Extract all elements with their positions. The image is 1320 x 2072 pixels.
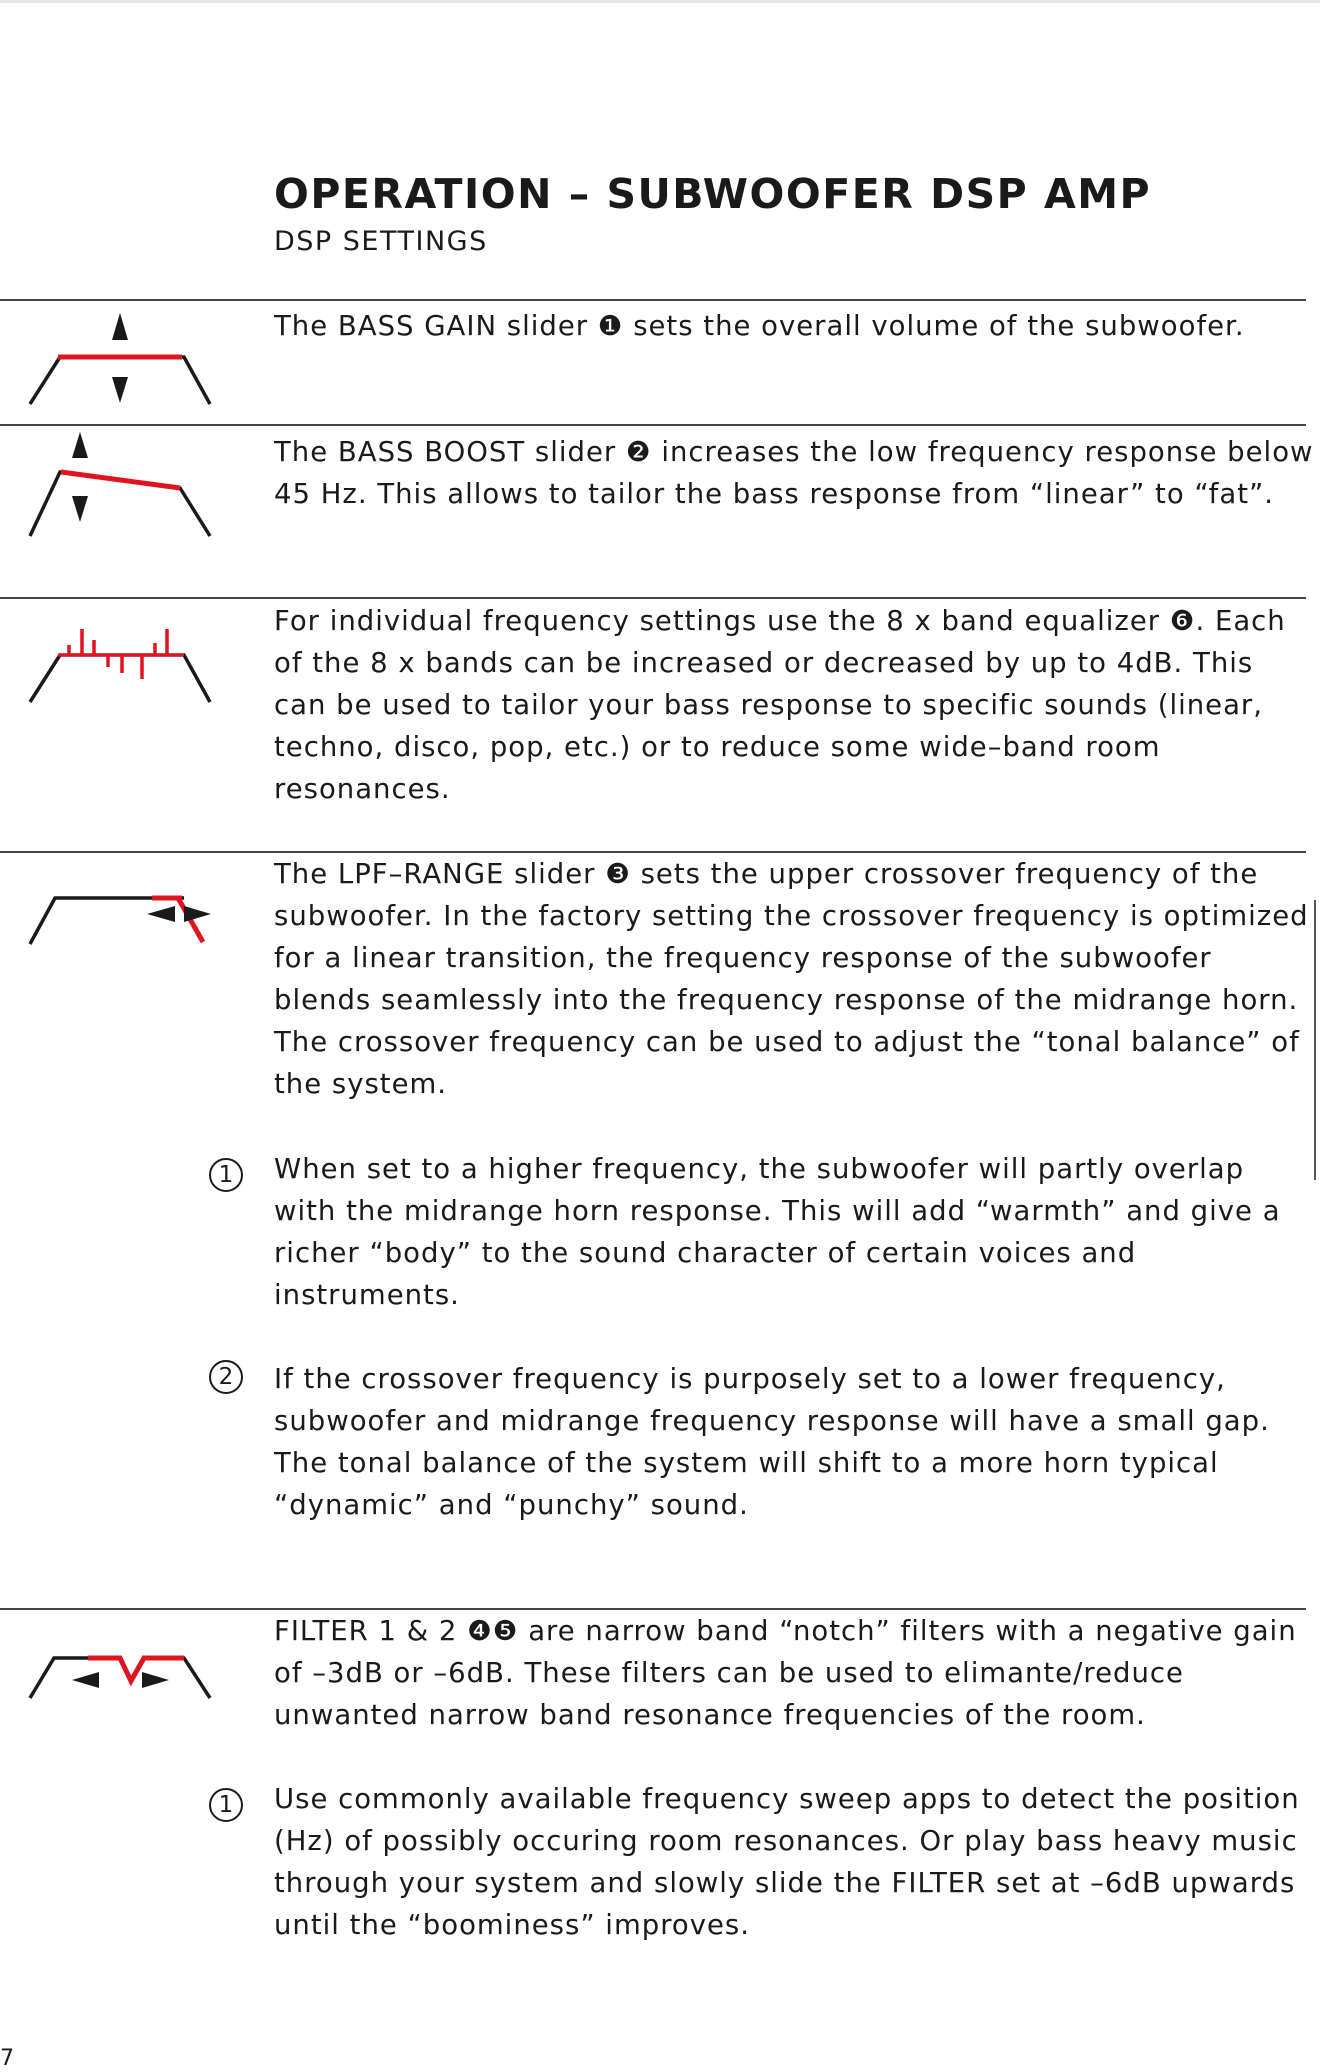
lpf-range-curve-icon: [24, 858, 224, 968]
page-title: OPERATION – SUBWOOFER DSP AMP: [274, 170, 1152, 218]
notch-filter-curve-icon: [24, 1620, 224, 1730]
section-divider: [0, 299, 1306, 301]
filter-note-sweep-apps: Use commonly available frequency sweep apps to detect the position (Hz) of possibly occuring room resonances. Or play bass heavy music through your system and slowly slide the FILTER set at –6dB upwards until the “boominess” improves.: [274, 1783, 1300, 1941]
equalizer-description: For individual frequency settings use the 8 x band equalizer ❻. Each of the 8 x bands can be increased or decreased by up to 4dB. This can be used to tailor your bass response to specific sounds (linear, techno, disco, pop, etc.) or to reduce some wide–band room resonances.: [274, 605, 1286, 805]
note-number-badge: 1: [209, 1158, 243, 1192]
page-subtitle: DSP SETTINGS: [274, 226, 488, 257]
section-divider: [0, 597, 1306, 599]
bass-gain-curve-icon: [24, 305, 224, 415]
lpf-range-description: The LPF–RANGE slider ❸ sets the upper crossover frequency of the subwoofer. In the factory setting the crossover frequency is optimized for a linear transition, the frequency response of the subwoofer blends seamlessly into the frequency response of the midrange horn. The crossover frequency can be used to adjust the “tonal balance” of the system.: [274, 858, 1309, 1100]
section-divider: [0, 424, 1306, 426]
top-border: [0, 0, 1320, 3]
bass-boost-curve-icon: [24, 430, 224, 540]
bass-boost-description: The BASS BOOST slider ❷ increases the low frequency response below 45 Hz. This allows to tailor the bass response from “linear” to “fat”.: [274, 436, 1314, 510]
filter-description: FILTER 1 & 2 ❹❺ are narrow band “notch” filters with a negative gain of –3dB or –6dB. These filters can be used to elimante/reduce unwanted narrow band resonance frequencies of the room.: [274, 1615, 1297, 1731]
side-margin-bar: [1314, 900, 1316, 1180]
bass-gain-description: The BASS GAIN slider ❶ sets the overall volume of the subwoofer.: [274, 310, 1245, 342]
page-number: 7: [0, 2046, 14, 2071]
note-number-badge: 2: [209, 1360, 243, 1394]
equalizer-curve-icon: [24, 605, 224, 715]
lpf-note-lower-frequency: If the crossover frequency is purposely set to a lower frequency, subwoofer and midrange frequency response will have a small gap. The tonal balance of the system will shift to a more horn typical “dynamic” and “punchy” sound.: [274, 1363, 1270, 1521]
lpf-note-higher-frequency: When set to a higher frequency, the subwoofer will partly overlap with the midrange horn response. This will add “warmth” and give a richer “body” to the sound character of certain voices and instruments.: [274, 1153, 1281, 1311]
note-number-badge: 1: [209, 1788, 243, 1822]
